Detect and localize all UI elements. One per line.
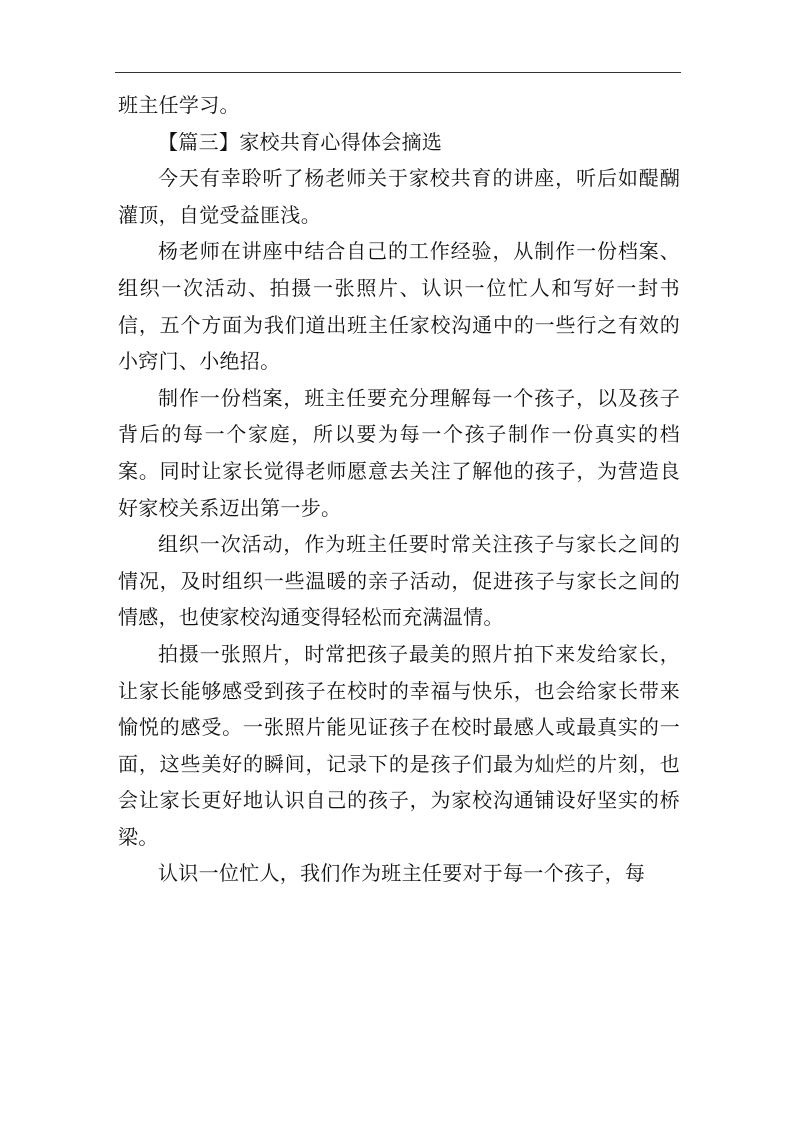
paragraph-overview: 杨老师在讲座中结合自己的工作经验，从制作一份档案、组织一次活动、拍摄一张照片、认识一位忙人和写好一封书信，五个方面为我们道出班主任家校沟通中的一些行之有效的小窍门、小绝招。 [118, 239, 680, 374]
document-body [118, 87, 680, 892]
paragraph-activity: 组织一次活动，作为班主任要时常关注孩子与家长之间的情况，及时组织一些温暖的亲子活动，促进孩子与家长之间的情感，也使家校沟通变得轻松而充满温情。 [118, 532, 680, 630]
paragraph-intro: 今天有幸聆听了杨老师关于家校共育的讲座，听后如醍醐灌顶，自觉受益匪浅。 [118, 166, 680, 227]
paragraph-continuation: 班主任学习。 [118, 93, 240, 117]
section-heading: 【篇三】家校共育心得体会摘选 [158, 129, 443, 154]
paragraph-busy-person: 认识一位忙人，我们作为班主任要对于每一个孩子，每 [158, 861, 646, 886]
paragraph-photo: 拍摄一张照片，时常把孩子最美的照片拍下来发给家长，让家长能够感受到孩子在校时的幸福与快乐，也会给家长带来愉悦的感受。一张照片能见证孩子在校时最感人或最真实的一面，这些美好的瞬间，记录下的是孩子们最为灿烂的片刻，也会让家长更好地认识自己的孩子，为家校沟通铺设好坚实的桥梁。 [118, 641, 680, 849]
header-divider [115, 72, 681, 73]
paragraph-archive: 制作一份档案，班主任要充分理解每一个孩子，以及孩子背后的每一个家庭，所以要为每一个孩子制作一份真实的档案。同时让家长觉得老师愿意去关注了解他的孩子，为营造良好家校关系迈出第一步。 [118, 385, 680, 520]
